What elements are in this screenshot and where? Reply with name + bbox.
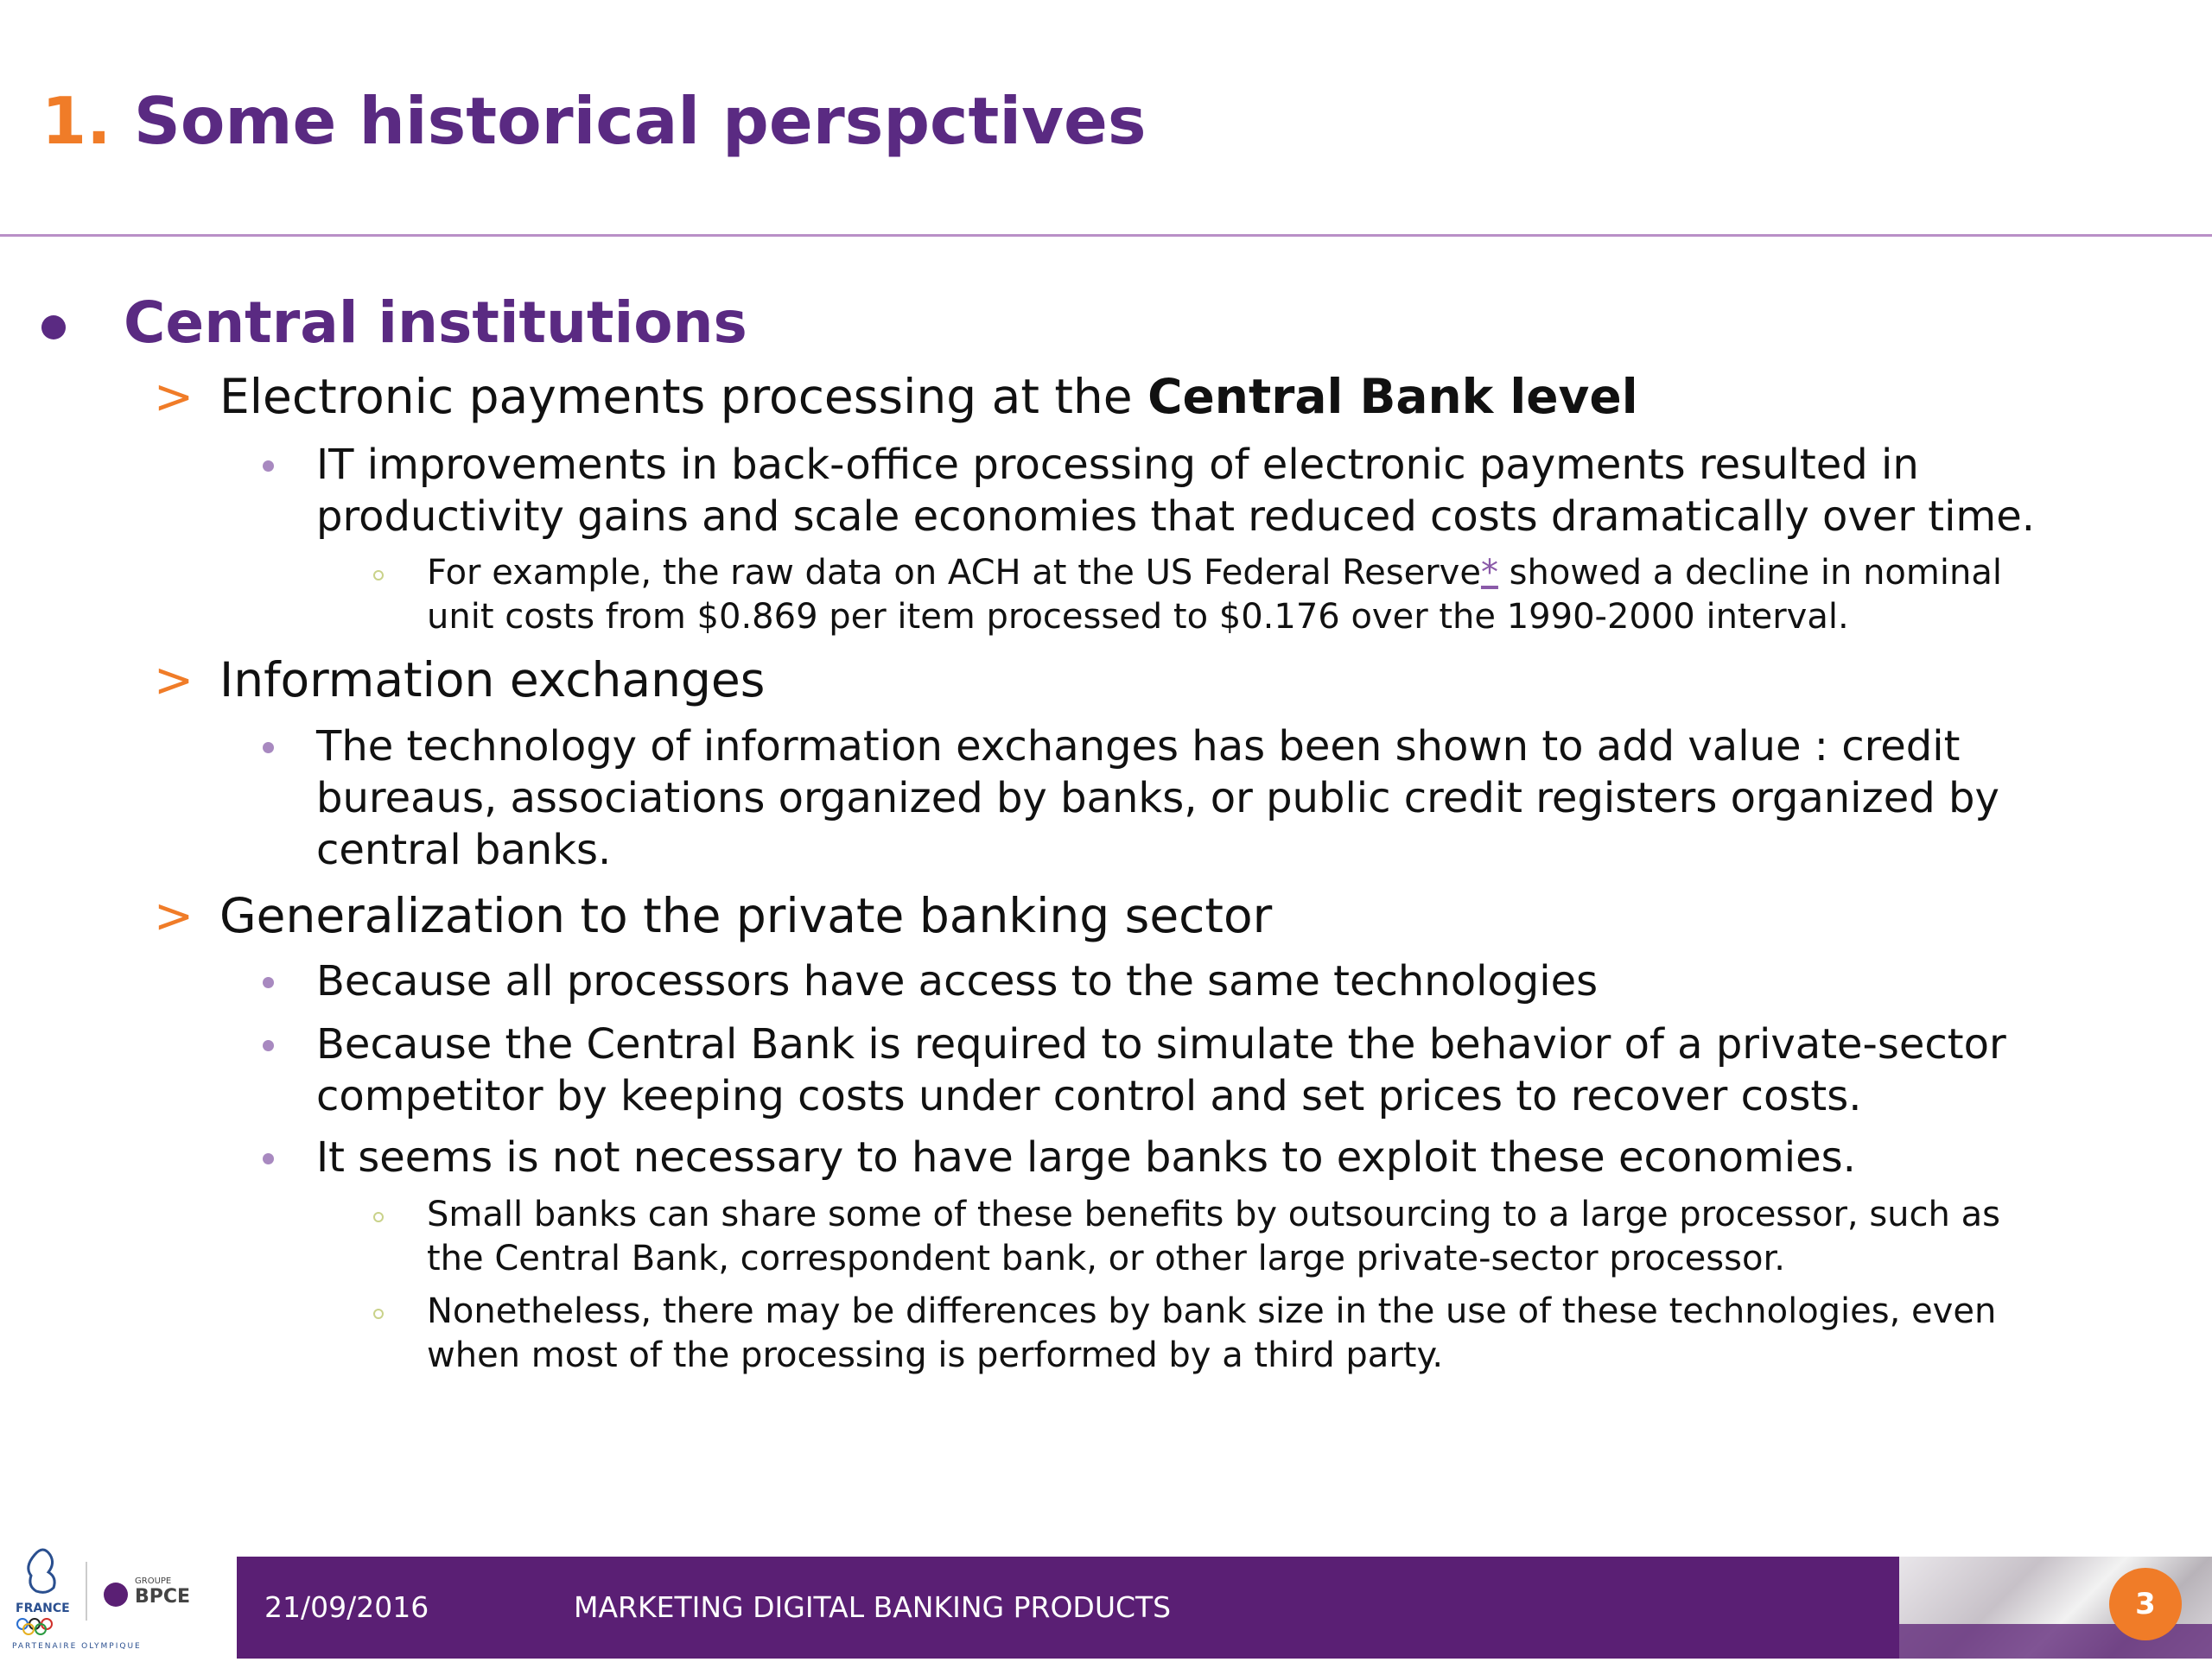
rooster-logo-icon: [0, 1538, 216, 1659]
sponsor-logos: [0, 1538, 216, 1659]
chevron-right-icon: >: [154, 888, 194, 943]
bullet-icon: [263, 742, 274, 753]
chevron-right-icon: >: [154, 369, 194, 424]
circle-bullet-icon: [373, 1212, 384, 1222]
page-number-badge: 3: [2109, 1568, 2182, 1640]
slide-footer: [0, 1538, 2212, 1659]
svg-text:FRANCE: FRANCE: [16, 1602, 70, 1615]
svg-text:PARTENAIRE OLYMPIQUE: PARTENAIRE OLYMPIQUE: [12, 1642, 142, 1651]
circle-bullet-icon: [373, 570, 384, 580]
footnote-link[interactable]: *: [1480, 553, 1498, 593]
svg-text:GROUPE: GROUPE: [135, 1576, 172, 1586]
chevron-right-icon: >: [154, 652, 194, 707]
bullet-icon: [263, 460, 274, 472]
title-text: Some historical perspctives: [133, 83, 1147, 159]
title-divider: [0, 234, 2212, 237]
bullet-icon: [263, 1040, 274, 1051]
title-number: 1.: [41, 83, 111, 159]
bullet-icon: [263, 977, 274, 988]
bullet-icon: [263, 1153, 274, 1164]
footer-title: MARKETING DIGITAL BANKING PRODUCTS: [574, 1590, 1172, 1624]
slide-title: [41, 79, 1146, 162]
bullet-icon: [41, 315, 66, 339]
svg-text:BPCE: BPCE: [135, 1586, 191, 1608]
footer-date: 21/09/2016: [264, 1590, 429, 1624]
circle-bullet-icon: [373, 1309, 384, 1319]
